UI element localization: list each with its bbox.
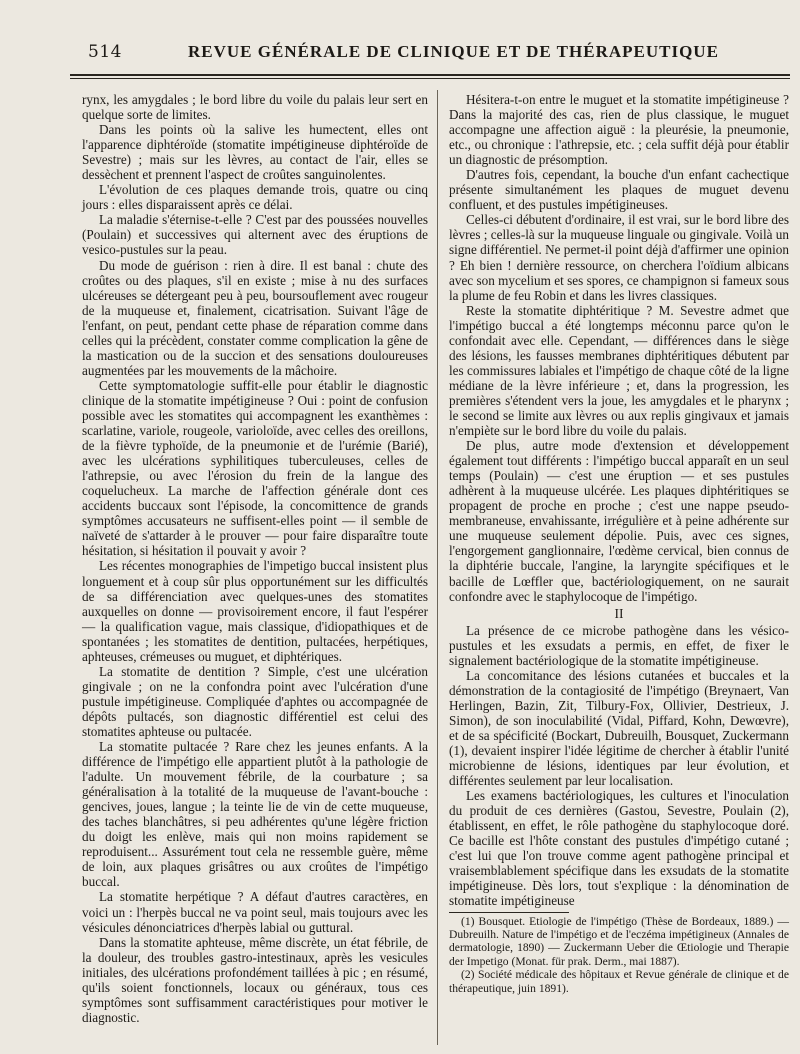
right-column: [449, 92, 789, 995]
footnote: (1) Bousquet. Etiologie de l'impétigo (Thèse de Bordeaux, 1889.) — Dubreuilh. Nature de l'impétigo et de l'eczéma impétigineux (Annales de dermatologie, 1890) — Zuckermann Ueber die Œtiologie und Therapie der Impetigo (Monat. für prak. Derm., mai 1887).: [449, 914, 789, 968]
paragraph: La concomitance des lésions cutanées et buccales et la démonstration de la contagiosité de l'impétigo (Breynaert, Van Herlingen, Bazin, Zit, Tilbury-Fox, Ollivier, Destrieux, J. Simon), de son inoculabilité (Vidal, Piffard, Kohn, Dewœvre), et de sa spécificité (Bockart, Dubreuilh, Bousquet, Zuckermann (1), devaient inspirer l'idée légitime de chercher à établir l'unité microbienne de lésions, identiques par leur évolution, et différentes seulement par leur localisation.: [449, 667, 789, 789]
column-separator: [437, 90, 438, 1045]
paragraph: La présence de ce microbe pathogène dans les vésico-pustules et les exsudats a permis, en effet, de fixer le signalement bactériologique de la stomatite impétigineuse.: [449, 622, 789, 668]
paragraph: La stomatite pultacée ? Rare chez les jeunes enfants. A la différence de l'impétigo elle appartient plutôt à la pathologie de l'adulte. Un mouvement fébrile, de la courbature ; sa généralisation à la totalité de la muqueuse de l'avant-bouche : gencives, joues, langue ; la teinte lie de vin de cette muqueuse, des taches blanchâtres, si peu adhérentes qu'une légère friction du doigt les enlève, mais qui non moins rapidement se reproduisent... Assurément tout cela ne ressemble guère, même de loin, aux plaques grisâtres ou aux croûtes de l'impétigo buccal.: [82, 739, 428, 890]
paragraph: Dans la stomatite aphteuse, même discrète, un état fébrile, de la douleur, des troubles gastro-intestinaux, après les vesicules initiales, des ulcérations profondément taillées à pic ; en résumé, qu'ils soient fonctionnels, locaux ou généraux, tous ces symptômes sont suffisamment caractéristiques pour motiver le diagnostic.: [82, 934, 428, 1025]
paragraph: Reste la stomatite diphtéritique ? M. Sevestre admet que l'impétigo buccal a été longtemps méconnu parce qu'on le confondait avec elle. Cependant, — différences dans le siège des lésions, les fausses membranes diphtéritiques débutent par les commissures labiales et l'impétigo de chaque côté de la ligne médiane de la lèvre inférieure ; et, dans la progression, les premières s'étendent vers la joue, les amygdales et le pharynx ; le second se limite aux lèvres ou aux replis gingivaux et jamais n'empiète sur le bord libre du voile du palais.: [449, 302, 789, 439]
running-title: REVUE GÉNÉRALE DE CLINIQUE ET DE THÉRAPEUTIQUE: [188, 42, 719, 61]
paragraph: L'évolution de ces plaques demande trois, quatre ou cinq jours : elles disparaissent après ce délai.: [82, 182, 428, 213]
paragraph: Les récentes monographies de l'impetigo buccal insistent plus longuement et à coup sûr plus opportunément sur les difficultés de sa différenciation avec quelques-unes des stomatites auxquelles on donne — provisoirement encore, il faut l'espérer — la qualification vague, mais classique, d'idiopathiques et de spontanées ; les stomatites de dentition, pultacées, herpétiques, aphteuses, crémeuses ou muguet, et diphtériques.: [82, 558, 428, 664]
footnotes: [449, 915, 789, 995]
paragraph: Du mode de guérison : rien à dire. Il est banal : chute des croûtes ou des plaques, s'il en existe ; mise à nu des surfaces ulcéreuses se détergeant peu à peu, boursouflement avec rougeur de la muqueuse et, finalement, cicatrisation. Suivant l'âge de l'enfant, on peut, pendant cette phase de réparation comme dans celles qui la précèdent, constater comme complication la gêne de la mastication ou de la succion et des sensations douloureuses augmentées par les mouvements de la mâchoire.: [82, 257, 428, 378]
paragraph: De plus, autre mode d'extension et développement également tout différents : l'impétigo buccal apparaît en un seul temps (Poulain) — c'est une éruption — et ses pustules adhèrent à la muqueuse ulcérée. Les plaques diphtéritiques se propagent de proche en proche ; c'est une nappe pseudo-membraneuse, envahissante, irrégulière et à peine adhérente sur une muqueuse seulement dépolie. Puis, avec ces signes, l'engorgement ganglionnaire, l'œdème cervical, bien connus de la diphtérie buccale, l'angine, la laryngite spécifiques et le bacille de Lœffler que, bactériologiquement, on ne saurait confondre avec le staphylocoque de l'impétigo.: [449, 438, 789, 604]
paragraph: Cette symptomatologie suffit-elle pour établir le diagnostic clinique de la stomatite impétigineuse ? Oui : point de confusion possible avec les stomatites qui accompagnent les exanthèmes : scarlatine, variole, rougeole, varioloïde, avec celles des oreillons, de la fièvre typhoïde, de la pneumonie et de l'urémie (Barié), avec les ulcérations syphilitiques tuberculeuses, celles de l'athrepsie, ou avec l'érosion du frein de la langue des coqueluсheux. La marche de l'affection générale dont ces accidents buccaux sont l'épisode, la concomittence de grands symptômes accusateurs ne suffisent-elles point — il semble de naïveté de s'attarder à le prouver — pour faire disparaître toute hésitation, si hésitation il pouvait y avoir ?: [82, 377, 428, 559]
paragraph: Celles-ci débutent d'ordinaire, il est vrai, sur le bord libre des lèvres ; celles-là sur la muqueuse linguale ou gingivale. Voilà un signe différentiel. Ne permet-il point déjà d'affirmer une opinion ? Eh bien ! dernière ressource, on cherchera l'oïdium albicans avec son mycelium et ses spores, ce champignon si fameux sous la plume de feu Robin et dans les livres classiques.: [449, 212, 789, 303]
paragraph: La stomatite herpétique ? A défaut d'autres caractères, en voici un : l'herpès buccal ne va point seul, mais toujours avec les vésicules dénonciatrices d'herpès labial ou guttural.: [82, 889, 428, 935]
page-header: [88, 42, 788, 64]
section-heading: II: [614, 605, 624, 621]
page-number: 514: [88, 42, 122, 62]
left-column: [82, 92, 428, 1025]
paragraph: La stomatite de dentition ? Simple, c'est une ulcération gingivale ; on ne la confondra point avec l'ulcération d'une pustule impétigineuse. Compliquée d'aphtes ou accompagnée de dépôts pultacés, son diagnostic différentiel est celui des stomatites aphteuse ou pultacée.: [82, 663, 428, 739]
paragraph: rynx, les amygdales ; le bord libre du voile du palais leur sert en quelque sorte de limites.: [82, 92, 428, 123]
paragraph: D'autres fois, cependant, la bouche d'un enfant cachectique présente simultanément les plaques de muguet devenu confluent, et des pustules impétigineuses.: [449, 167, 789, 213]
paragraph: Les examens bactériologiques, les cultures et l'inoculation du produit de ces dernières (Gastou, Sevestre, Poulain (2), établissent, en effet, le rôle pathogène du staphylocoque doré. Ce bacille est l'hôte constant des pustules d'impétigo cutané ; c'est lui que l'on trouve comme agent pathogène principal et vraisemblablement spécifique dans les exsudats de la stomatite impétigineuse. Dès lors, tout s'explique : la dénomination de stomatite impétigineuse: [449, 788, 789, 909]
paragraph: La maladie s'éternise-t-elle ? C'est par des poussées nouvelles (Poulain) et successives qui alternent avec des éruptions de vesico-pustules sur la peau.: [82, 212, 428, 258]
paragraph: Hésitera-t-on entre le muguet et la stomatite impétigineuse ? Dans la majorité des cas, rien de plus classique, le muguet accompagne une affection aiguë : la pleurésie, la pneumonie, etc., ou chronique : l'athrepsie, etc. ; cela suffit déjà pour établir un diagnostic de présomption.: [449, 92, 789, 168]
header-rule: [70, 74, 790, 76]
footnote: (2) Société médicale des hôpitaux et Revue générale de clinique et de thérapeutique, juin 1891).: [449, 968, 789, 995]
header-rule-thin: [70, 78, 790, 79]
paragraph: Dans les points où la salive les humectent, elles ont l'apparence diphtéroïde (stomatite impétigineuse diphtéroïde de Sevestre) ; mais sur les lèvres, au contact de l'air, elles se dessèchent et prennent l'aspect de croûtes sanguinolentes.: [82, 122, 428, 183]
footnote-rule: [449, 912, 569, 913]
